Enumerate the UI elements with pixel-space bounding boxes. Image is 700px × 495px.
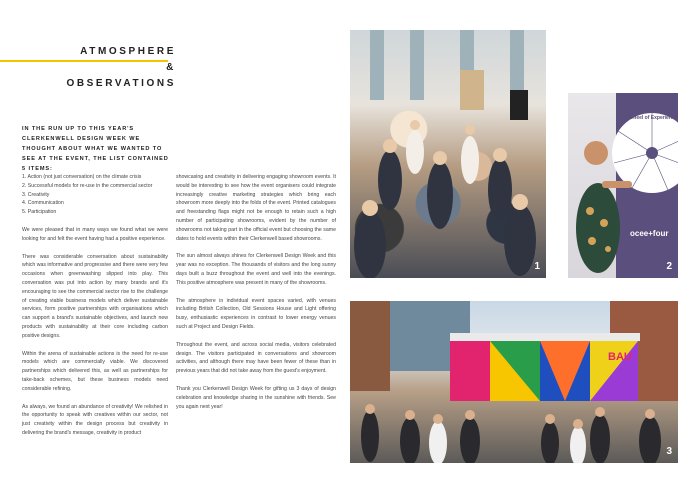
list-item: 2. Successful models for re-use in the commercial sector [22,182,153,189]
paragraph: There was considerable conversation about sustainability which was informative and progressive and there were very few occasions when greenwashing slipped into play. This conversation was put into action by many brands and it's encouraging to see the commercial sector rise to the challenge of creating viable business models which deliver sustainable services, form positive partnerships with organisations which can support a brand's sustainable objectives, and launch new products with sustainability at their core including carbon positive designs. [22,253,168,339]
photo-pavilion-street [350,301,678,463]
paragraph: Within the arena of sustainable actions is the need for re-use models which are commercially viable. We discovered partnerships which delivered this, as well as partnerships for take-back schemes, but these business models need considerable refining. [22,350,168,392]
page-title [66,44,176,92]
intro-heading: IN THE RUN UP TO THIS YEAR'S CLERKENWELL DESIGN WEEK WE THOUGHT ABOUT WHAT WE WANTED TO SEE AT THE EVENT, THE LIST CONTAINED 5 ITEMS: [22,126,169,172]
photo-number: 3 [666,446,672,457]
photo-number: 1 [534,261,540,272]
list-item: 3. Creativity [22,191,50,198]
pavilion-scene [350,301,678,463]
list-item: 4. Communication [22,200,64,207]
paragraph: We were pleased that in many ways we found what we were looking for and felt the event having had a positive experience. [22,226,168,242]
crowd-figures [350,30,546,278]
title-line-2: OBSERVATIONS [66,78,176,89]
paragraph: The atmosphere in individual event spaces varied, with venues including British Collection, Old Sessions House and Light offering busy, enthusiastic experiences in contrast to lower energy venues such at Project and Design Fields. [176,297,336,330]
text-column-1 [22,173,168,447]
paragraph: Throughout the event, and across social media, visitors celebrated design. The visitors participated in conversations and showroom activities, and although there may have been fewer of these than in previous years that did not take away from the guest's enjoyment. [176,341,336,375]
list-item: 5. Participation [22,209,57,216]
list-item: 1. Action (not just conversation) on the climate crisis [22,174,142,180]
title-line-1: ATMOSPHERE & [80,46,176,73]
wheel-brand-logo: ocee+four [630,229,669,238]
paragraph: Thank you Clerkenwell Design Week for gifting us 3 days of design celebration and knowledge sharing in the sunshine with friends. See you again next year! [176,385,336,410]
paragraph: The sun almost always shines for Clerkenwell Design Week and this year was no exception. The thousands of visitors and the long sunny days built a buzz throughout the event and well into the evenings. This positive atmosphere was present in many of the showrooms. [176,253,336,286]
pavilion-sign: BAU [608,351,632,363]
text-column-2 [176,173,336,420]
wheel-title: Wheel of Experience [628,115,678,121]
photo-wheel-of-experience [568,93,678,278]
item-list [22,173,168,217]
accent-rule [0,60,168,62]
paragraph: showcasing and creativity in delivering engaging showroom events. It would be interesting to see how the event organisers could integrate increasingly creative marketing strategies which bring each showroom more deeply into the folds of the event. Printed catalogues and freestanding flags might not be enough to retain such a high number of participating showrooms, evident by the number of showrooms not taking part in the official event but choosing the same dates to hold events within their Clerkenwell based showrooms. [176,174,336,242]
paragraph: As always, we found an abundance of creativity! We relished in the opportunity to speak with creatives within our sector, not just creativity within the design process but creativity in delivering the brand's message, creativity in product [22,403,168,436]
photo-crowd-showroom [350,30,546,278]
photo-number: 2 [666,261,672,272]
